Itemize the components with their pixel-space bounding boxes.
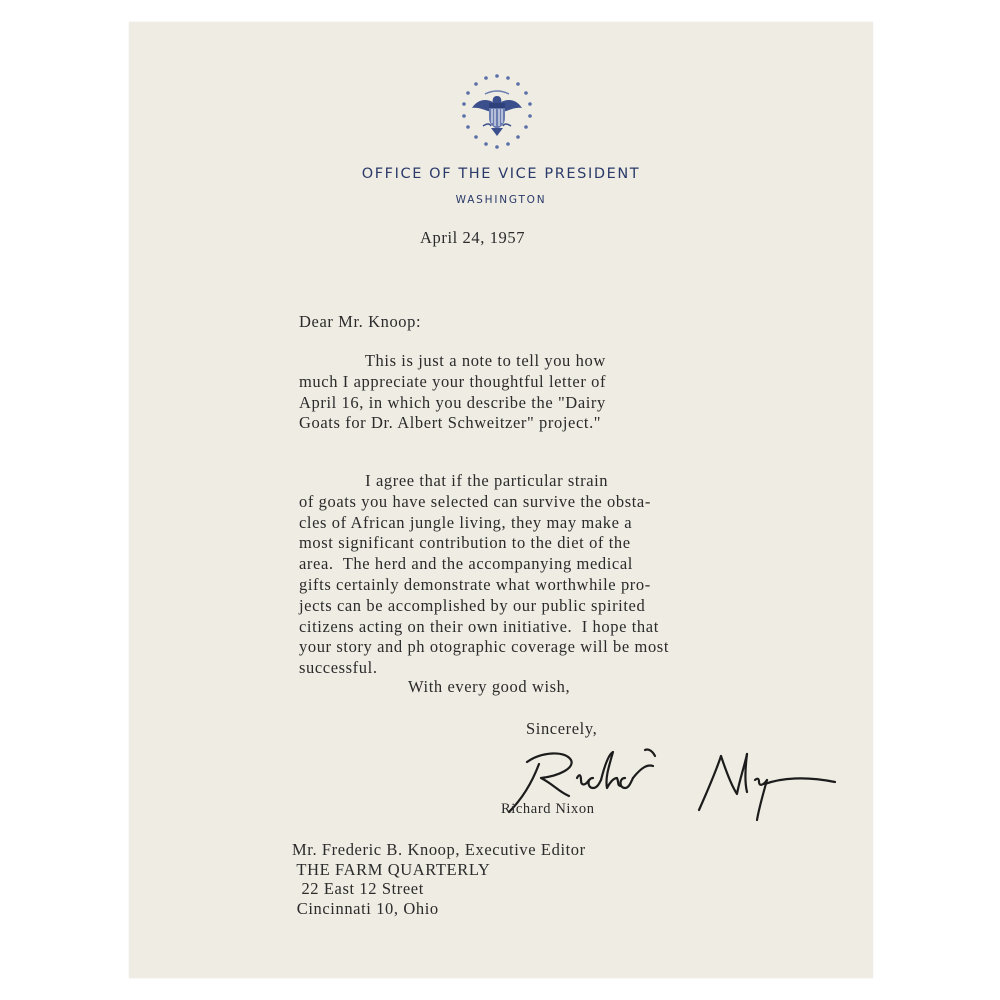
- letter-closing: With every good wish,: [408, 677, 571, 696]
- complimentary-close: Sincerely,: [526, 719, 598, 738]
- paragraph-line: area. The herd and the accompanying medical: [299, 554, 633, 574]
- paragraph-line: your story and ph otographic coverage will be most: [299, 637, 669, 657]
- recipient-address: [292, 840, 586, 918]
- paragraph-line: This is just a note to tell you how: [299, 351, 606, 370]
- paragraph-line: jects can be accomplished by our public spirited: [299, 595, 646, 615]
- letterhead-city: WASHINGTON: [455, 194, 547, 206]
- paragraph-line: successful.: [299, 658, 378, 678]
- paragraph-line: of goats you have selected can survive the obsta-: [299, 491, 651, 511]
- paragraph-line: cles of African jungle living, they may make a: [299, 512, 633, 532]
- paragraph-line: much I appreciate your thoughtful letter of: [299, 371, 607, 391]
- address-line: Cincinnati 10, Ohio: [292, 898, 439, 918]
- letter-date: April 24, 1957: [420, 228, 526, 247]
- paragraph-line: I agree that if the particular strain: [299, 471, 609, 490]
- signer-name: Richard Nixon: [501, 801, 595, 817]
- address-line: 22 East 12 Street: [292, 879, 424, 899]
- paragraph-line: most significant contribution to the diet of the: [299, 533, 631, 553]
- address-line: THE FARM QUARTERLY: [292, 859, 491, 879]
- letter-paragraph-1: [299, 351, 606, 434]
- paragraph-line: April 16, in which you describe the "Dairy: [299, 392, 606, 412]
- vice-president-seal-icon: [455, 70, 539, 154]
- letter-sheet: [129, 22, 873, 978]
- address-line: Mr. Frederic B. Knoop, Executive Editor: [292, 840, 586, 859]
- letterhead-office-title: OFFICE OF THE VICE PRESIDENT: [361, 166, 641, 182]
- letter-salutation: Dear Mr. Knoop:: [299, 312, 422, 331]
- letter-paragraph-2: [299, 471, 669, 679]
- paragraph-line: gifts certainly demonstrate what worthwhile pro-: [299, 574, 651, 594]
- paragraph-line: citizens acting on their own initiative. I hope that: [299, 616, 659, 636]
- paragraph-line: Goats for Dr. Albert Schweitzer" project.": [299, 413, 602, 433]
